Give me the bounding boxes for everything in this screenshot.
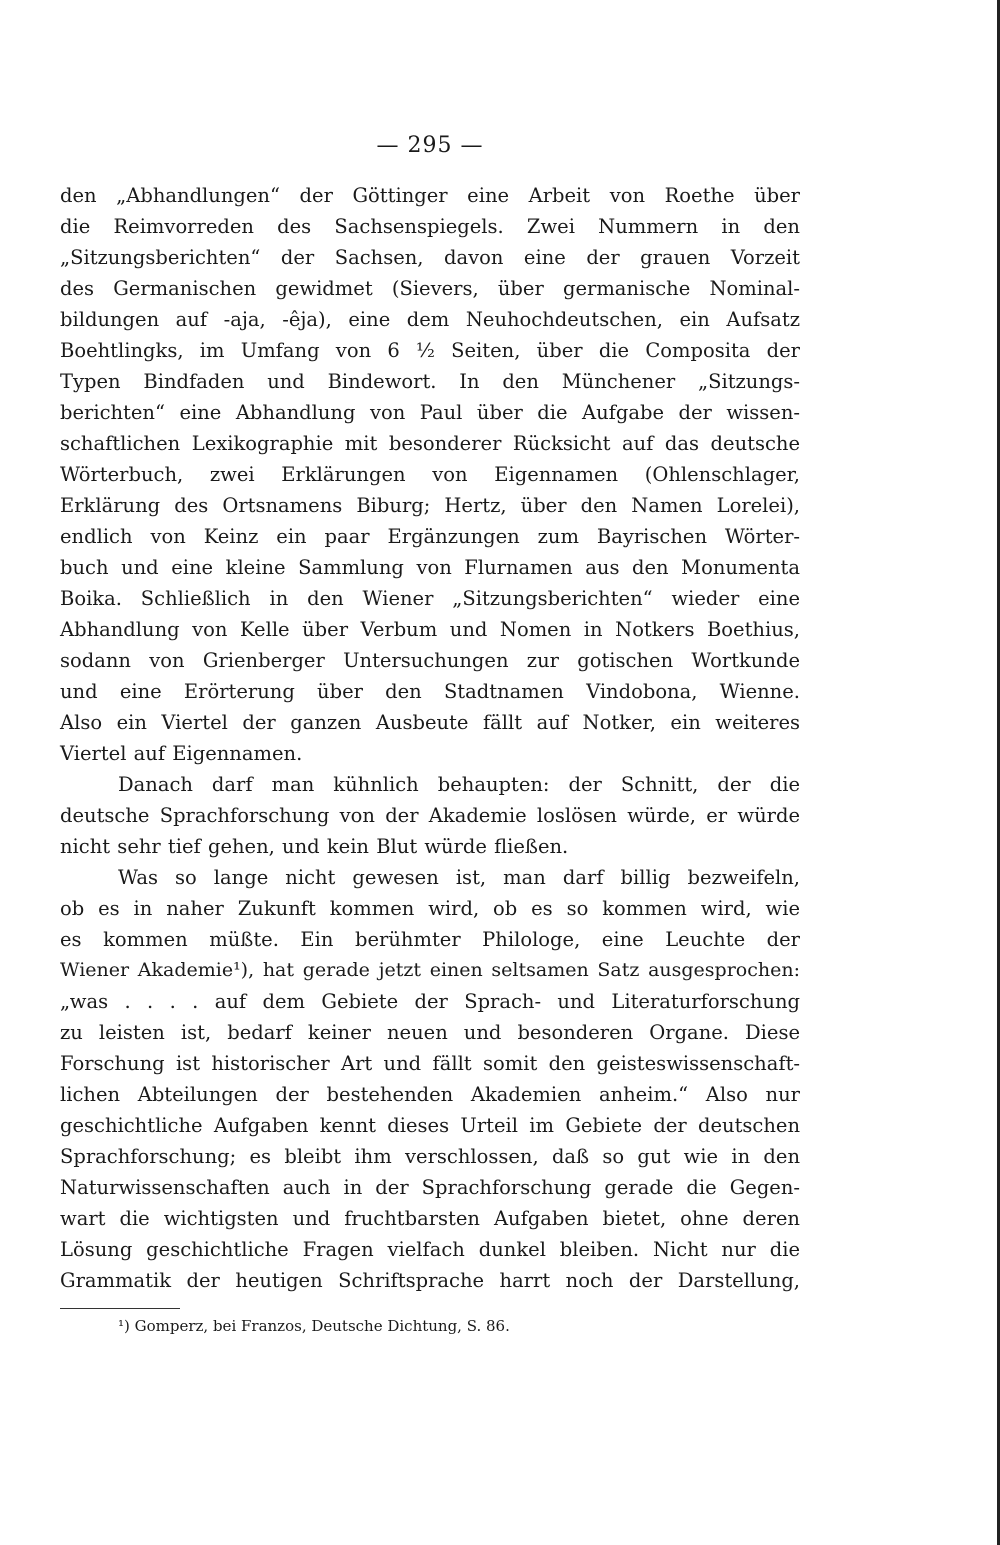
text-line: sodann von Grienberger Untersuchungen zur gotischen Wortkunde: [60, 649, 800, 672]
text-line: Also ein Viertel der ganzen Ausbeute fällt auf Notker, ein weiteres: [60, 711, 800, 734]
text-line: geschichtliche Aufgaben kennt dieses Urteil im Gebiete der deutschen: [60, 1114, 800, 1137]
text-line: deutsche Sprachforschung von der Akademie loslösen würde, er würde: [60, 804, 800, 827]
text-line: die Reimvorreden des Sachsenspiegels. Zwei Nummern in den: [60, 215, 800, 238]
text-line: Typen Bindfaden und Bindewort. In den Münchener „Sitzungs-: [60, 370, 800, 393]
text-line: wart die wichtigsten und fruchtbarsten Aufgaben bietet, ohne deren: [60, 1207, 800, 1230]
text-line: Abhandlung von Kelle über Verbum und Nomen in Notkers Boethius,: [60, 618, 800, 641]
text-line: des Germanischen gewidmet (Sievers, über germanische Nominal-: [60, 277, 800, 300]
text-line: buch und eine kleine Sammlung von Flurnamen aus den Monumenta: [60, 556, 800, 579]
text-line: zu leisten ist, bedarf keiner neuen und besonderen Organe. Diese: [60, 1021, 800, 1044]
text-line: Boika. Schließlich in den Wiener „Sitzungsberichten“ wieder eine: [60, 587, 800, 610]
text-line: nicht sehr tief gehen, und kein Blut würde fließen.: [60, 835, 569, 858]
text-line: Lösung geschichtliche Fragen vielfach dunkel bleiben. Nicht nur die: [60, 1238, 800, 1261]
text-line: Wörterbuch, zwei Erklärungen von Eigennamen (Ohlenschlager,: [60, 463, 800, 486]
text-line: Danach darf man kühnlich behaupten: der Schnitt, der die: [118, 773, 800, 796]
text-line: und eine Erörterung über den Stadtnamen Vindobona, Wienne.: [60, 680, 800, 703]
text-line: Erklärung des Ortsnamens Biburg; Hertz, über den Namen Lorelei),: [60, 494, 800, 517]
text-line: bildungen auf -aja, -êja), eine dem Neuhochdeutschen, ein Aufsatz: [60, 308, 800, 331]
text-line: Viertel auf Eigennamen.: [60, 742, 303, 765]
paragraph-2: [60, 769, 800, 862]
text-line: „was . . . . auf dem Gebiete der Sprach- und Literaturforschung: [60, 990, 800, 1013]
text-line: „Sitzungsberichten“ der Sachsen, davon eine der grauen Vorzeit: [60, 246, 800, 269]
text-line: Naturwissenschaften auch in der Sprachforschung gerade die Gegen-: [60, 1176, 800, 1199]
text-line: berichten“ eine Abhandlung von Paul über die Aufgabe der wissen-: [60, 401, 800, 424]
text-line: Grammatik der heutigen Schriftsprache harrt noch der Darstellung,: [60, 1269, 800, 1292]
footnote-divider: [60, 1308, 180, 1309]
paragraph-3: [60, 862, 800, 1296]
text-line: den „Abhandlungen“ der Göttinger eine Arbeit von Roethe über: [60, 184, 800, 207]
page-number: — 295 —: [376, 133, 484, 158]
text-line: Was so lange nicht gewesen ist, man darf billig bezweifeln,: [118, 866, 800, 889]
text-line: Boehtlingks, im Umfang von 6 ½ Seiten, über die Composita der: [60, 339, 800, 362]
book-page: [60, 128, 800, 1339]
text-line: Wiener Akademie¹), hat gerade jetzt einen seltsamen Satz ausgesprochen:: [60, 959, 800, 981]
paragraph-1: [60, 180, 800, 769]
text-line: endlich von Keinz ein paar Ergänzungen zum Bayrischen Wörter-: [60, 525, 800, 548]
text-line: schaftlichen Lexikographie mit besonderer Rücksicht auf das deutsche: [60, 432, 800, 455]
footnote: ¹) Gomperz, bei Franzos, Deutsche Dichtung, S. 86.: [118, 1317, 510, 1335]
text-line: lichen Abteilungen der bestehenden Akademien anheim.“ Also nur: [60, 1083, 800, 1106]
text-line: es kommen müßte. Ein berühmter Philologe, eine Leuchte der: [60, 928, 800, 951]
text-line: Sprachforschung; es bleibt ihm verschlossen, daß so gut wie in den: [60, 1145, 800, 1168]
text-line: Forschung ist historischer Art und fällt somit den geisteswissenschaft-: [60, 1052, 800, 1075]
text-line: ob es in naher Zukunft kommen wird, ob es so kommen wird, wie: [60, 897, 800, 920]
